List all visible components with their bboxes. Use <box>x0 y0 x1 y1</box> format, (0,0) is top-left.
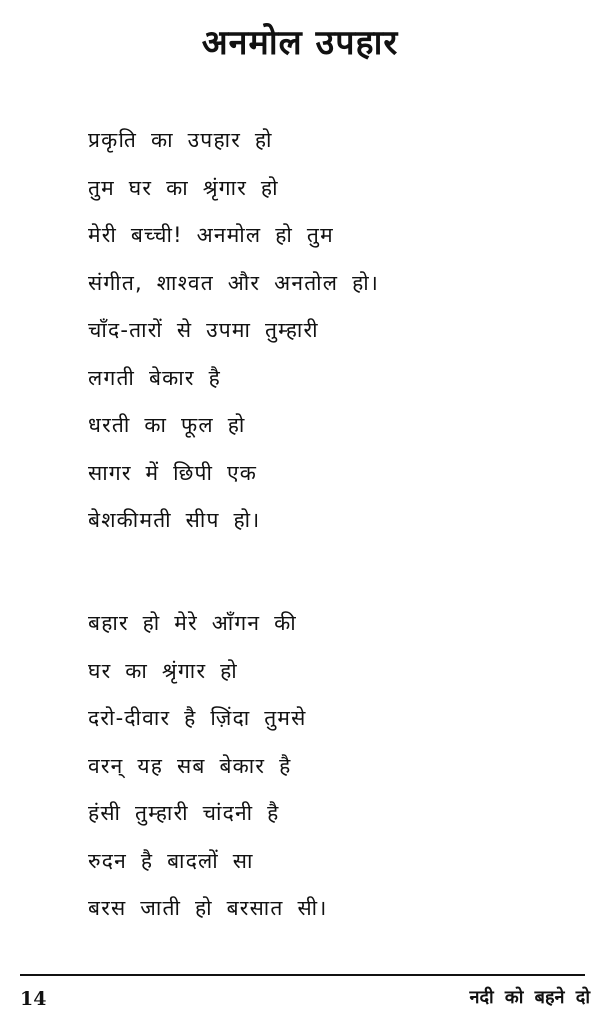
poem-line: तुम घर का श्रृंगार हो <box>88 175 279 200</box>
stanza-1 <box>88 117 379 545</box>
poem-line: हंसी तुम्हारी चांदनी है <box>88 801 280 825</box>
poem-line: संगीत, शाश्वत और अनतोल हो। <box>88 270 380 295</box>
poem-line: रुदन है बादलों सा <box>88 848 254 873</box>
poem-line: दरो-दीवार है ज़िंदा तुमसे <box>88 706 307 730</box>
stanza-2 <box>88 600 327 933</box>
poem-line: घर का श्रृंगार हो <box>88 658 238 683</box>
poem-title: अनमोल उपहार <box>201 23 399 63</box>
footer-divider <box>20 974 585 976</box>
poem-line: चाँद-तारों से उपमा तुम्हारी <box>88 318 319 342</box>
running-footer-book-title: नदी को बहने दो <box>469 987 590 1008</box>
poem-line: वरन् यह सब बेकार है <box>88 753 292 778</box>
poem-line: बहार हो मेरे आँगन की <box>88 611 297 635</box>
poem-line: धरती का फूल हो <box>88 413 246 437</box>
poem-line: सागर में छिपी एक <box>88 460 258 485</box>
poem-line: बरस जाती हो बरसात सी। <box>88 896 328 920</box>
poem-line: प्रकृति का उपहार हो <box>88 128 273 152</box>
poem-line: बेशकीमती सीप हो। <box>88 508 261 532</box>
page-number: 14 <box>20 988 47 1010</box>
poem-line: लगती बेकार है <box>88 365 221 390</box>
poem-line: मेरी बच्ची! अनमोल हो तुम <box>88 223 334 247</box>
